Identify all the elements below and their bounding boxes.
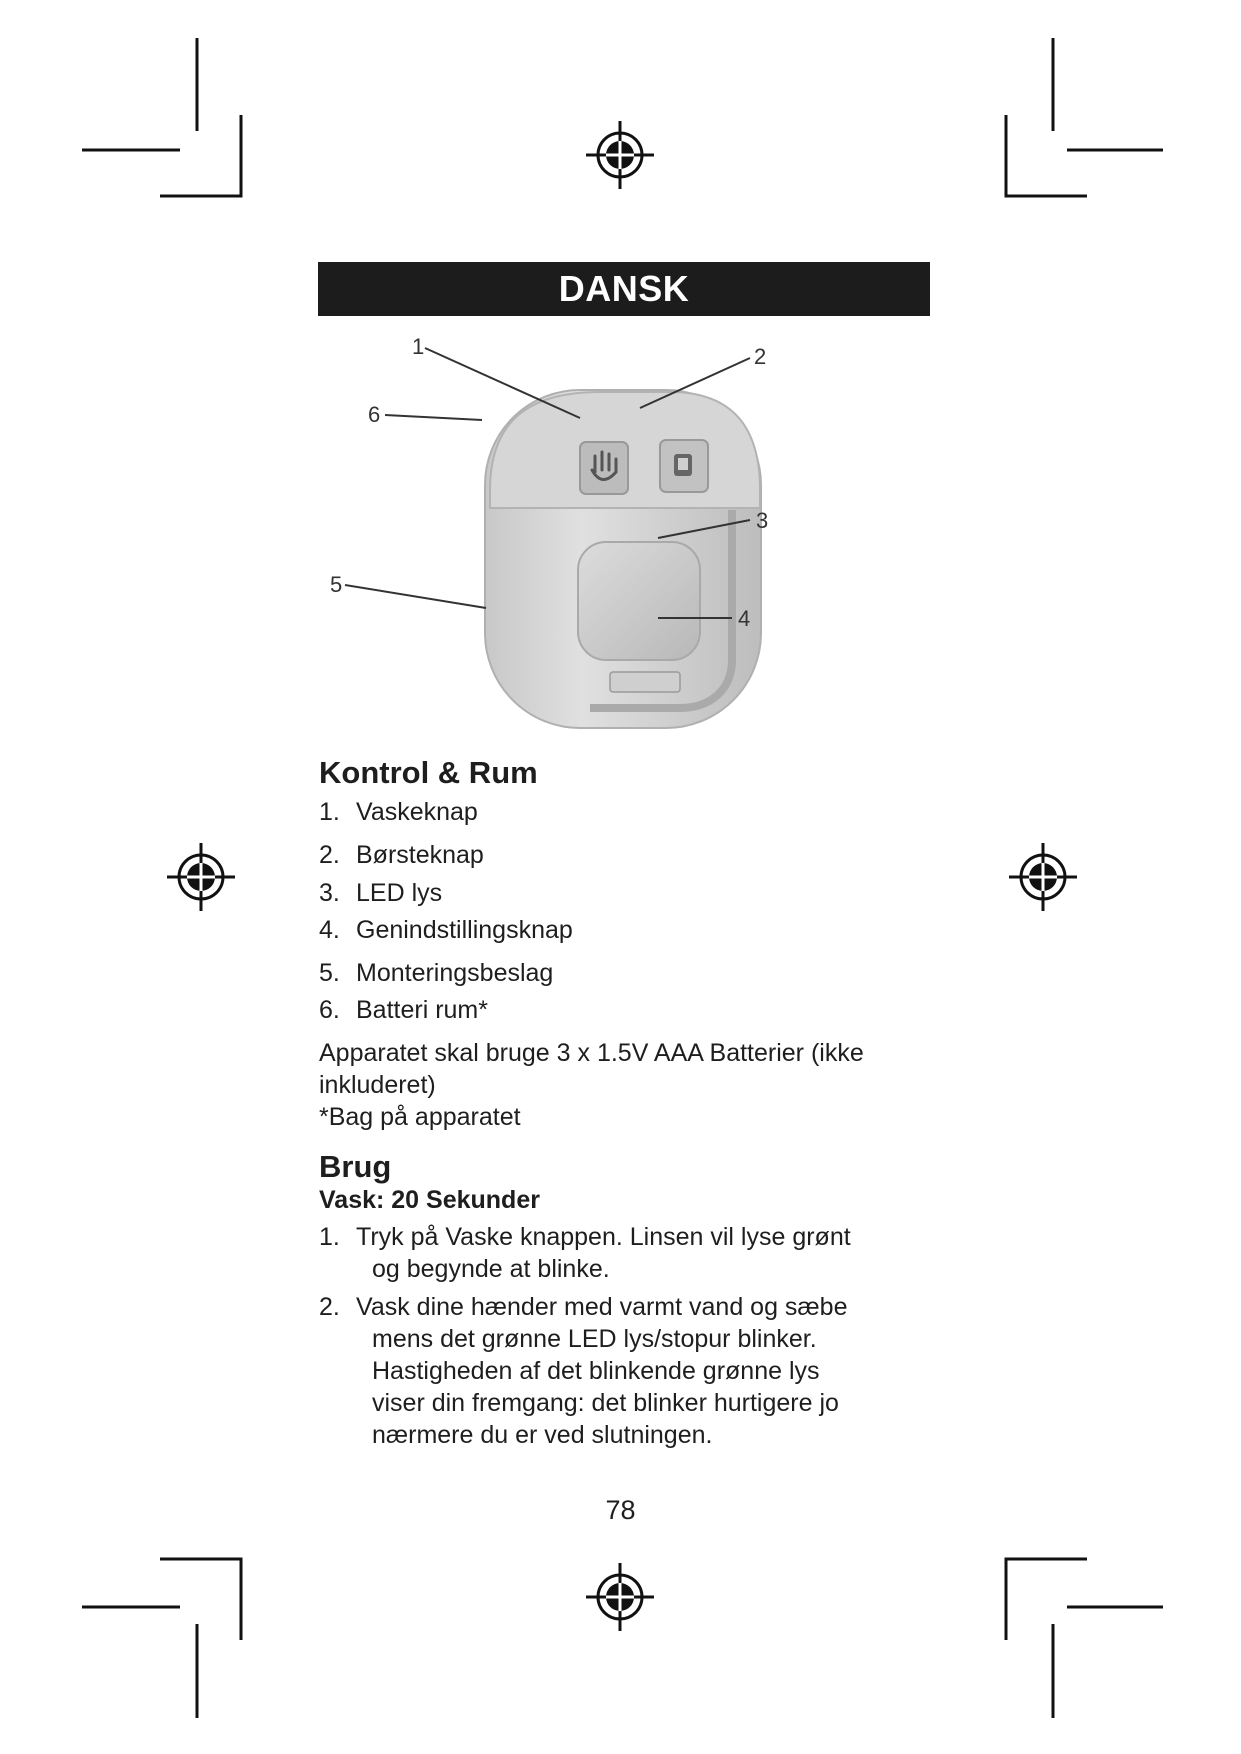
callout-2: 2 — [754, 344, 767, 369]
list-item — [319, 797, 959, 827]
battery-note — [319, 1037, 959, 1133]
usage-subtitle: Vask: 20 Sekunder — [319, 1186, 540, 1214]
list-label: Monteringsbeslag — [356, 959, 554, 987]
page-number: 78 — [605, 1495, 636, 1525]
step-line: Hastigheden af det blinkende grønne lys — [372, 1357, 820, 1385]
registration-mark-left — [167, 843, 235, 911]
step-line: mens det grønne LED lys/stopur blinker. — [372, 1325, 817, 1353]
list-number: 6. — [319, 996, 340, 1024]
usage-steps — [319, 1221, 959, 1451]
registration-mark-top — [586, 121, 654, 189]
list-label: Vaskeknap — [356, 798, 478, 826]
list-item — [319, 958, 959, 988]
controls-list — [319, 797, 959, 1025]
step-line: nærmere du er ved slutningen. — [372, 1421, 713, 1449]
step-number: 2. — [319, 1293, 340, 1321]
list-number: 1. — [319, 798, 340, 826]
usage-title: Brug — [319, 1149, 392, 1184]
list-number: 3. — [319, 879, 340, 907]
list-item — [319, 995, 959, 1025]
registration-mark-bottom — [586, 1563, 654, 1631]
brush-button — [660, 440, 708, 492]
step-line: Vask dine hænder med varmt vand og sæbe — [356, 1293, 848, 1321]
list-label: Genindstillingsknap — [356, 916, 573, 944]
step-line: Tryk på Vaske knappen. Linsen vil lyse grønt — [356, 1223, 851, 1251]
list-item — [319, 1221, 959, 1285]
list-label: Batteri rum* — [356, 996, 488, 1024]
callout-4: 4 — [738, 606, 751, 631]
language-header: DANSK — [318, 262, 930, 316]
list-label: LED lys — [356, 879, 443, 907]
callout-1: 1 — [412, 334, 425, 359]
callout-3: 3 — [756, 508, 769, 533]
led-lens — [578, 542, 700, 660]
list-item — [319, 878, 959, 908]
device-illustration — [330, 334, 900, 740]
toothbrush-icon — [674, 454, 692, 476]
reset-button — [610, 672, 680, 692]
step-line: viser din fremgang: det blinker hurtigere jo — [372, 1389, 839, 1417]
list-number: 2. — [319, 841, 340, 869]
battery-line-1: Apparatet skal bruge 3 x 1.5V AAA Batterier (ikke — [319, 1039, 864, 1067]
footnote: *Bag på apparatet — [319, 1103, 521, 1131]
list-number: 5. — [319, 959, 340, 987]
callout-5: 5 — [330, 572, 343, 597]
step-number: 1. — [319, 1223, 340, 1251]
callout-6: 6 — [368, 402, 381, 427]
main-content — [319, 755, 959, 1451]
list-number: 4. — [319, 916, 340, 944]
list-item — [319, 1291, 959, 1451]
registration-mark-right — [1009, 843, 1077, 911]
step-line: og begynde at blinke. — [372, 1255, 610, 1283]
battery-line-2: inkluderet) — [319, 1071, 436, 1099]
wash-button — [580, 442, 628, 494]
controls-title: Kontrol & Rum — [319, 755, 538, 790]
list-label: Børsteknap — [356, 841, 484, 869]
list-item — [319, 840, 959, 870]
list-item — [319, 915, 959, 945]
